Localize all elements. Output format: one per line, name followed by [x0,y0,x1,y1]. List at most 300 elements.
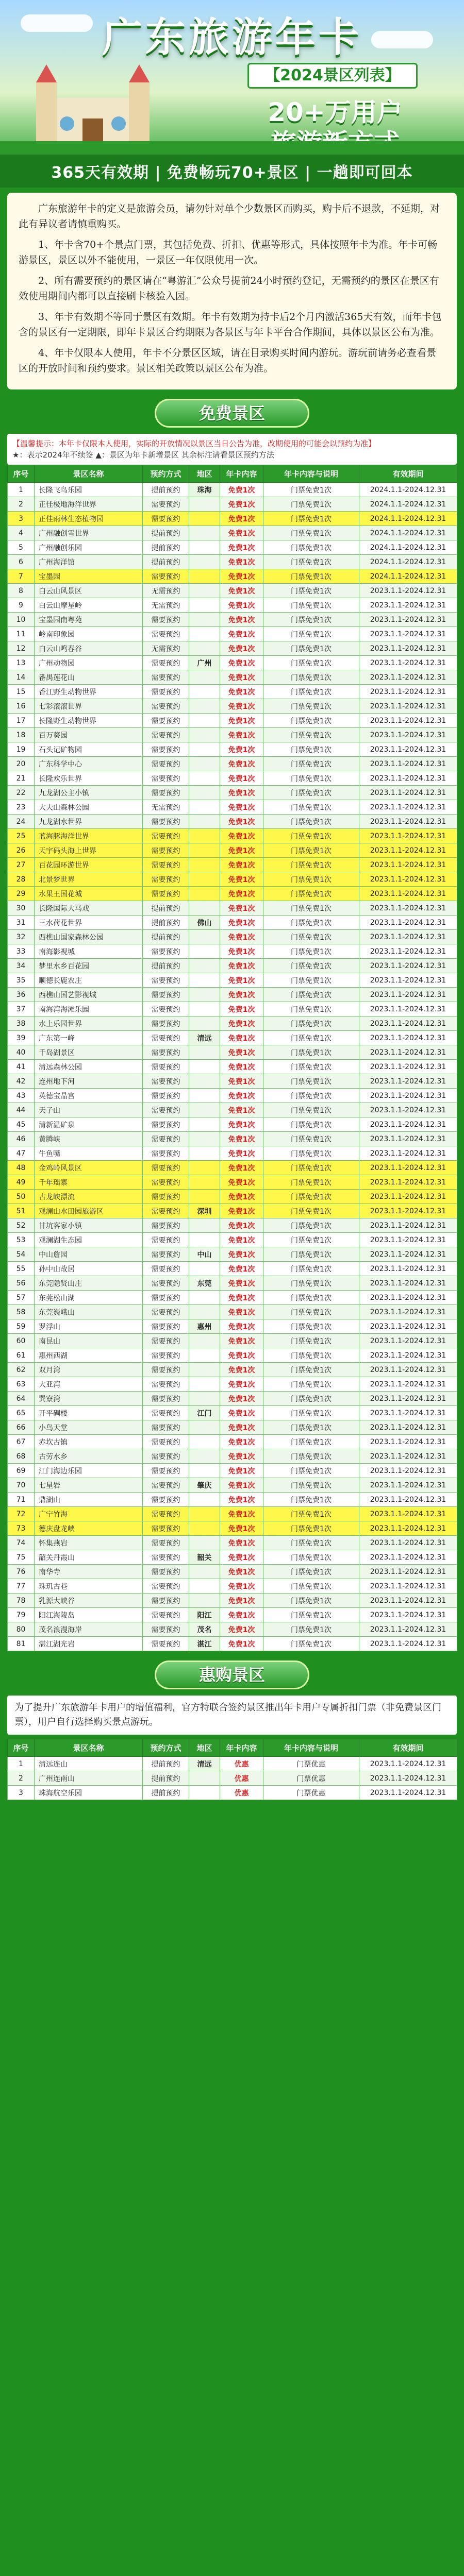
card-content: 免费1次 [220,815,263,829]
table-row [8,1103,457,1117]
scenic-name: 九龙湖水世界 [35,815,143,829]
card-content: 免费1次 [220,1175,263,1190]
row-index: 3 [8,1786,35,1800]
scenic-name: 大亚湾 [35,1377,143,1392]
region: 江门 [189,1406,220,1420]
row-index: 78 [8,1594,35,1608]
card-description: 门票免费1次 [263,1305,359,1319]
card-content: 免费1次 [220,1031,263,1045]
booking-method: 需要预约 [143,1060,189,1074]
region [189,685,220,699]
region: 中山 [189,1247,220,1262]
table-row [8,1392,457,1406]
valid-period: 2023.1.1-2024.12.31 [359,901,457,916]
region [189,1305,220,1319]
card-content: 免费1次 [220,1507,263,1521]
table-row [8,1757,457,1771]
valid-period: 2023.1.1-2024.12.31 [359,1565,457,1579]
table-row [8,1233,457,1247]
valid-period: 2023.1.1-2024.12.31 [359,930,457,944]
row-index: 1 [8,1757,35,1771]
row-index: 10 [8,613,35,627]
card-description: 门票免费1次 [263,1493,359,1507]
booking-method: 提前预约 [143,483,189,497]
row-index: 70 [8,1478,35,1493]
card-content: 免费1次 [220,887,263,901]
row-index: 62 [8,1363,35,1377]
region: 肇庆 [189,1478,220,1493]
card-description: 门票优惠 [263,1771,359,1786]
table-row [8,1305,457,1319]
card-content: 优惠 [220,1757,263,1771]
valid-period: 2023.1.1-2024.12.31 [359,1103,457,1117]
table-row [8,973,457,988]
booking-method: 需要预约 [143,786,189,800]
card-description: 门票免费1次 [263,1161,359,1175]
card-content: 免费1次 [220,1291,263,1305]
booking-method: 需要预约 [143,988,189,1002]
region [189,959,220,973]
region [189,1536,220,1550]
table-header-row [8,465,457,483]
valid-period: 2023.1.1-2024.12.31 [359,1507,457,1521]
card-content: 免费1次 [220,656,263,670]
scenic-name: 广州动物园 [35,656,143,670]
valid-period: 2023.1.1-2024.12.31 [359,757,457,771]
valid-period: 2023.1.1-2024.12.31 [359,973,457,988]
card-description: 门票免费1次 [263,916,359,930]
valid-period: 2023.1.1-2024.12.31 [359,1521,457,1536]
card-description: 门票免费1次 [263,483,359,497]
card-content: 免费1次 [220,786,263,800]
card-description: 门票免费1次 [263,1334,359,1348]
valid-period: 2023.1.1-2024.12.31 [359,1550,457,1565]
booking-method: 需要预约 [143,1622,189,1637]
valid-period: 2024.1.1-2024.12.31 [359,512,457,526]
card-description: 门票免费1次 [263,685,359,699]
scenic-name: 西樵山国艺影视城 [35,988,143,1002]
row-index: 18 [8,728,35,742]
card-content: 免费1次 [220,584,263,598]
row-index: 53 [8,1233,35,1247]
table-row [8,1521,457,1536]
pref-table-body [8,1757,457,1800]
tagline: 365天有效期 | 免费畅玩70+景区 | 一趟即可回本 [0,155,464,188]
card-description: 门票免费1次 [263,598,359,613]
scenic-name: 孙中山故居 [35,1262,143,1276]
scenic-name: 观澜山水田园旅游区 [35,1204,143,1218]
scenic-name: 百花园环游世界 [35,858,143,872]
card-description: 门票免费1次 [263,1464,359,1478]
pref-table-wrap [7,1739,457,1800]
row-index: 32 [8,930,35,944]
valid-period: 2023.1.1-2024.12.31 [359,800,457,815]
valid-period: 2023.1.1-2024.12.31 [359,1608,457,1622]
card-description: 门票免费1次 [263,1536,359,1550]
card-description: 门票免费1次 [263,973,359,988]
valid-period: 2023.1.1-2024.12.31 [359,1146,457,1161]
region [189,800,220,815]
row-index: 13 [8,656,35,670]
card-description: 门票免费1次 [263,1478,359,1493]
valid-period: 2023.1.1-2024.12.31 [359,714,457,728]
scenic-name: 长隆欢乐世界 [35,771,143,786]
scenic-name: 怀集燕岩 [35,1536,143,1550]
region [189,786,220,800]
row-index: 25 [8,829,35,843]
valid-period: 2023.1.1-2024.12.31 [359,1464,457,1478]
region [189,1218,220,1233]
valid-period: 2023.1.1-2024.12.31 [359,1175,457,1190]
booking-method: 需要预约 [143,1233,189,1247]
valid-period: 2023.1.1-2024.12.31 [359,944,457,959]
valid-period: 2023.1.1-2024.12.31 [359,1002,457,1016]
row-index: 57 [8,1291,35,1305]
row-index: 40 [8,1045,35,1060]
card-content: 免费1次 [220,916,263,930]
scenic-name: 白云山风景区 [35,584,143,598]
table-row [8,1190,457,1204]
row-index: 55 [8,1262,35,1276]
booking-method: 需要预约 [143,1348,189,1363]
booking-method: 需要预约 [143,815,189,829]
row-index: 15 [8,685,35,699]
card-content: 免费1次 [220,1449,263,1464]
valid-period: 2023.1.1-2024.12.31 [359,1622,457,1637]
card-content: 免费1次 [220,1103,263,1117]
card-content: 免费1次 [220,1161,263,1175]
card-content: 免费1次 [220,1608,263,1622]
card-description: 门票免费1次 [263,1319,359,1334]
row-index: 54 [8,1247,35,1262]
card-description: 门票免费1次 [263,1377,359,1392]
card-description: 门票免费1次 [263,742,359,757]
region [189,670,220,685]
table-row [8,1002,457,1016]
scenic-name: 天宇码头海上世界 [35,843,143,858]
card-content: 优惠 [220,1771,263,1786]
table-row [8,872,457,887]
region [189,901,220,916]
card-content: 免费1次 [220,771,263,786]
card-content: 免费1次 [220,497,263,512]
region [189,728,220,742]
table-row [8,800,457,815]
row-index: 5 [8,540,35,555]
card-content: 免费1次 [220,1435,263,1449]
booking-method: 需要预约 [143,1103,189,1117]
region [189,1146,220,1161]
valid-period: 2023.1.1-2024.12.31 [359,829,457,843]
region [189,742,220,757]
card-content: 免费1次 [220,714,263,728]
valid-period: 2023.1.1-2024.12.31 [359,1031,457,1045]
table-row [8,1449,457,1464]
booking-method: 提前预约 [143,916,189,930]
table-row [8,584,457,598]
row-index: 59 [8,1319,35,1334]
col-header: 地区 [189,465,220,483]
booking-method: 需要预约 [143,1161,189,1175]
booking-method: 需要预约 [143,1276,189,1291]
valid-period: 2023.1.1-2024.12.31 [359,858,457,872]
card-description: 门票免费1次 [263,815,359,829]
row-index: 67 [8,1435,35,1449]
col-header: 序号 [8,1739,35,1757]
valid-period: 2023.1.1-2024.12.31 [359,1276,457,1291]
table-row [8,1363,457,1377]
card-description: 门票免费1次 [263,786,359,800]
region [189,1334,220,1348]
valid-period: 2023.1.1-2024.12.31 [359,1594,457,1608]
region [189,1132,220,1146]
row-index: 75 [8,1550,35,1565]
region [189,569,220,584]
row-index: 17 [8,714,35,728]
region [189,1016,220,1031]
booking-method: 需要预约 [143,757,189,771]
card-description: 门票免费1次 [263,887,359,901]
card-content: 免费1次 [220,843,263,858]
card-description: 门票免费1次 [263,1608,359,1622]
row-index: 44 [8,1103,35,1117]
row-index: 76 [8,1565,35,1579]
card-description: 门票优惠 [263,1786,359,1800]
card-content: 优惠 [220,1786,263,1800]
card-content: 免费1次 [220,512,263,526]
region: 茂名 [189,1622,220,1637]
scenic-name: 南海湾海滩乐园 [35,1002,143,1016]
card-description: 门票免费1次 [263,1435,359,1449]
table-row [8,641,457,656]
row-index: 49 [8,1175,35,1190]
card-description: 门票免费1次 [263,1204,359,1218]
scenic-name: 巽寮湾 [35,1392,143,1406]
scenic-name: 广州海洋馆 [35,555,143,569]
card-description: 门票免费1次 [263,1406,359,1420]
table-row [8,1074,457,1089]
pref-section-header [0,1657,464,1692]
card-content: 免费1次 [220,1074,263,1089]
scenic-name: 湛江湖光岩 [35,1637,143,1651]
card-content: 免费1次 [220,685,263,699]
scenic-name: 罗浮山 [35,1319,143,1334]
table-row [8,1060,457,1074]
scenic-name: 广州连南山 [35,1771,143,1786]
scenic-name: 七星岩 [35,1478,143,1493]
row-index: 41 [8,1060,35,1074]
card-content: 免费1次 [220,1233,263,1247]
row-index: 20 [8,757,35,771]
booking-method: 需要预约 [143,1117,189,1132]
card-content: 免费1次 [220,1478,263,1493]
scenic-name: 连州地下河 [35,1074,143,1089]
card-description: 门票免费1次 [263,1276,359,1291]
booking-method: 需要预约 [143,742,189,757]
scenic-name: 黄腾峡 [35,1132,143,1146]
region: 韶关 [189,1550,220,1565]
booking-method: 提前预约 [143,901,189,916]
card-content: 免费1次 [220,1493,263,1507]
card-description: 门票免费1次 [263,1016,359,1031]
table-row [8,1247,457,1262]
row-index: 71 [8,1493,35,1507]
valid-period: 2023.1.1-2024.12.31 [359,699,457,714]
valid-period: 2023.1.1-2024.12.31 [359,1536,457,1550]
row-index: 81 [8,1637,35,1651]
table-row [8,916,457,930]
row-index: 47 [8,1146,35,1161]
card-description: 门票免费1次 [263,771,359,786]
card-description: 门票免费1次 [263,540,359,555]
row-index: 9 [8,598,35,613]
card-content: 免费1次 [220,1218,263,1233]
scenic-name: 清远森林公园 [35,1060,143,1074]
valid-period: 2023.1.1-2024.12.31 [359,1579,457,1594]
table-row [8,714,457,728]
table-row [8,613,457,627]
scenic-name: 番禺莲花山 [35,670,143,685]
legend-text: ★：表示2024年不续签 ▲：景区为年卡新增景区 其余标注请看景区预约方法 [12,450,274,460]
valid-period: 2023.1.1-2024.12.31 [359,742,457,757]
region [189,988,220,1002]
card-description: 门票免费1次 [263,1031,359,1045]
scenic-name: 赤坎古镇 [35,1435,143,1449]
table-row [8,483,457,497]
region [189,815,220,829]
scenic-name: 牛鱼嘴 [35,1146,143,1161]
table-row [8,1334,457,1348]
row-index: 69 [8,1464,35,1478]
valid-period: 2023.1.1-2024.12.31 [359,1190,457,1204]
scenic-name: 西樵山国家森林公园 [35,930,143,944]
scenic-name: 岭南印象园 [35,627,143,641]
valid-period: 2023.1.1-2024.12.31 [359,728,457,742]
card-description: 门票免费1次 [263,670,359,685]
booking-method: 需要预约 [143,569,189,584]
col-header: 预约方式 [143,465,189,483]
scenic-name: 金鸡岭风景区 [35,1161,143,1175]
card-description: 门票优惠 [263,1757,359,1771]
card-description: 门票免费1次 [263,872,359,887]
region [189,584,220,598]
scenic-name: 茂名浪漫海岸 [35,1622,143,1637]
card-description: 门票免费1次 [263,1146,359,1161]
card-content: 免费1次 [220,1016,263,1031]
card-content: 免费1次 [220,1406,263,1420]
card-description: 门票免费1次 [263,1507,359,1521]
table-row [8,1276,457,1291]
card-content: 免费1次 [220,1363,263,1377]
booking-method: 需要预约 [143,1449,189,1464]
card-description: 门票免费1次 [263,1622,359,1637]
scenic-name: 珠玑古巷 [35,1579,143,1594]
card-content: 免费1次 [220,483,263,497]
valid-period: 2023.1.1-2024.12.31 [359,1493,457,1507]
scenic-name: 广宁竹海 [35,1507,143,1521]
booking-method: 需要预约 [143,728,189,742]
scenic-name: 石头记矿物园 [35,742,143,757]
booking-method: 需要预约 [143,1507,189,1521]
scenic-name: 大夫山森林公园 [35,800,143,815]
scenic-name: 南昆山 [35,1334,143,1348]
booking-method: 需要预约 [143,1146,189,1161]
valid-period: 2024.1.1-2024.12.31 [359,569,457,584]
scenic-name: 开平碉楼 [35,1406,143,1420]
card-description: 门票免费1次 [263,1089,359,1103]
valid-period: 2023.1.1-2024.12.31 [359,1406,457,1420]
booking-method: 需要预约 [143,613,189,627]
region [189,1493,220,1507]
table-row [8,1771,457,1786]
card-description: 门票免费1次 [263,1348,359,1363]
row-index: 39 [8,1031,35,1045]
col-header: 景区名称 [35,465,143,483]
valid-period: 2023.1.1-2024.12.31 [359,1757,457,1771]
valid-period: 2023.1.1-2024.12.31 [359,641,457,656]
region [189,1190,220,1204]
valid-period: 2023.1.1-2024.12.31 [359,613,457,627]
free-section-header [0,396,464,431]
col-header: 预约方式 [143,1739,189,1757]
row-index: 22 [8,786,35,800]
scenic-name: 南华寺 [35,1565,143,1579]
booking-method: 提前预约 [143,1757,189,1771]
valid-period: 2023.1.1-2024.12.31 [359,1045,457,1060]
col-header: 年卡内容 [220,1739,263,1757]
row-index: 19 [8,742,35,757]
card-description: 门票免费1次 [263,1117,359,1132]
valid-period: 2023.1.1-2024.12.31 [359,598,457,613]
region: 广州 [189,656,220,670]
region [189,973,220,988]
card-content: 免费1次 [220,1550,263,1565]
scenic-name: 正佳极地海洋世界 [35,497,143,512]
region [189,1420,220,1435]
card-content: 免费1次 [220,858,263,872]
row-index: 26 [8,843,35,858]
booking-method: 需要预约 [143,1521,189,1536]
row-index: 30 [8,901,35,916]
region [189,1348,220,1363]
scenic-name: 宝墨园南粤苑 [35,613,143,627]
region [189,1161,220,1175]
booking-method: 需要预约 [143,1319,189,1334]
valid-period: 2023.1.1-2024.12.31 [359,1204,457,1218]
table-row [8,512,457,526]
card-description: 门票免费1次 [263,1521,359,1536]
scenic-name: 白云山鸣春谷 [35,641,143,656]
card-content: 免费1次 [220,1637,263,1651]
row-index: 21 [8,771,35,786]
valid-period: 2023.1.1-2024.12.31 [359,771,457,786]
card-description: 门票免费1次 [263,497,359,512]
table-row [8,1218,457,1233]
region [189,714,220,728]
card-description: 门票免费1次 [263,930,359,944]
card-content: 免费1次 [220,1594,263,1608]
valid-period: 2024.1.1-2024.12.31 [359,540,457,555]
card-description: 门票免费1次 [263,1550,359,1565]
card-content: 免费1次 [220,613,263,627]
table-row [8,1507,457,1521]
row-index: 27 [8,858,35,872]
card-content: 免费1次 [220,1334,263,1348]
free-table-body [8,483,457,1651]
valid-period: 2023.1.1-2024.12.31 [359,1363,457,1377]
booking-method: 需要预约 [143,1363,189,1377]
valid-period: 2024.1.1-2024.12.31 [359,555,457,569]
